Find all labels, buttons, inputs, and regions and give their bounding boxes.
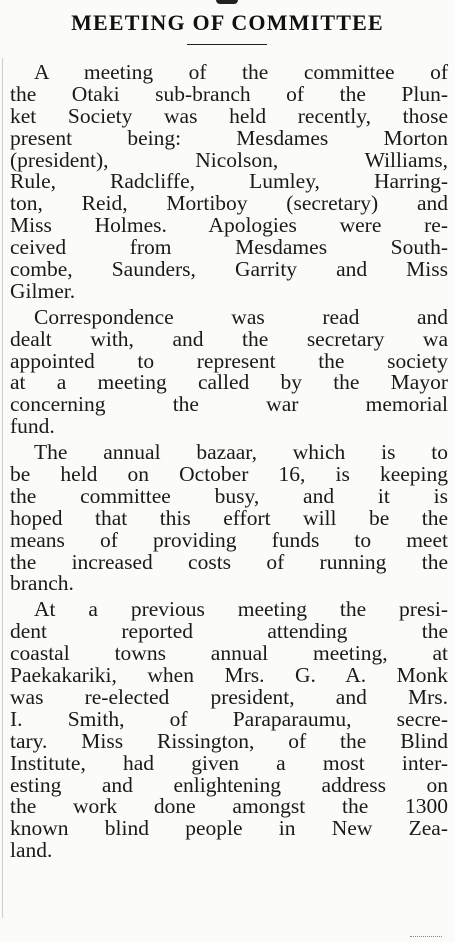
text-line: Correspondence was read and <box>34 304 448 329</box>
text-line: the committee busy, and it is <box>10 483 448 508</box>
text-line: (president), Nicolson, Williams, <box>10 147 448 172</box>
text-line: appointed to represent the society <box>10 348 448 373</box>
text-line: coastal towns annual meeting, at <box>10 641 448 666</box>
article-paragraph <box>10 442 448 595</box>
text-line: A meeting of the committee of <box>34 60 448 84</box>
article-paragraph <box>10 599 448 862</box>
text-line: Institute, had given a most inter- <box>10 750 448 775</box>
text-line: concerning the war memorial <box>10 392 448 417</box>
text-line: hoped that this effort will be the <box>10 505 448 530</box>
text-line: known blind people in New Zea- <box>10 816 448 841</box>
text-line: Rule, Radcliffe, Lumley, Harring- <box>10 169 448 194</box>
bottom-ornament <box>410 936 442 940</box>
text-line: Paekakariki, when Mrs. G. A. Monk <box>10 663 448 688</box>
top-ornament <box>216 0 238 4</box>
article-paragraph <box>10 304 448 439</box>
text-line: land. <box>10 838 53 863</box>
text-line: means of providing funds to meet <box>10 527 448 552</box>
text-line: dealt with, and the secretary wa <box>10 326 448 351</box>
text-line: at a meeting called by the Mayor <box>10 370 448 395</box>
text-line: The annual bazaar, which is to <box>34 440 448 465</box>
text-line: dent reported attending the <box>10 619 448 644</box>
text-line: present being: Mesdames Morton <box>10 125 448 150</box>
text-line: At a previous meeting the presi- <box>34 597 448 622</box>
text-line: the increased costs of running the <box>10 549 448 574</box>
article-headline: MEETING OF COMMITTEE <box>71 10 384 35</box>
column-edge <box>2 58 3 918</box>
text-line: ton, Reid, Mortiboy (secretary) and <box>10 191 448 216</box>
text-line: branch. <box>10 571 74 596</box>
text-line: I. Smith, of Paraparaumu, secre- <box>10 706 448 731</box>
text-line: be held on October 16, is keeping <box>10 462 448 487</box>
text-line: ceived from Mesdames South- <box>10 235 448 260</box>
headline-rule <box>187 44 267 45</box>
text-line: fund. <box>10 414 55 439</box>
text-line: tary. Miss Rissington, of the Blind <box>10 728 448 753</box>
text-line: Gilmer. <box>10 278 76 303</box>
text-line: ket Society was held recently, those <box>10 103 448 128</box>
text-line: combe, Saunders, Garrity and Miss <box>10 257 448 282</box>
text-line: esting and enlightening address on <box>10 772 448 797</box>
article-body <box>10 62 448 866</box>
text-line: the work done amongst the 1300 <box>10 794 448 819</box>
text-line: the Otaki sub-branch of the Plun- <box>10 81 448 106</box>
article-paragraph <box>10 62 448 303</box>
text-line: Miss Holmes. Apologies were re- <box>10 213 448 238</box>
text-line: was re-elected president, and Mrs. <box>10 684 448 709</box>
